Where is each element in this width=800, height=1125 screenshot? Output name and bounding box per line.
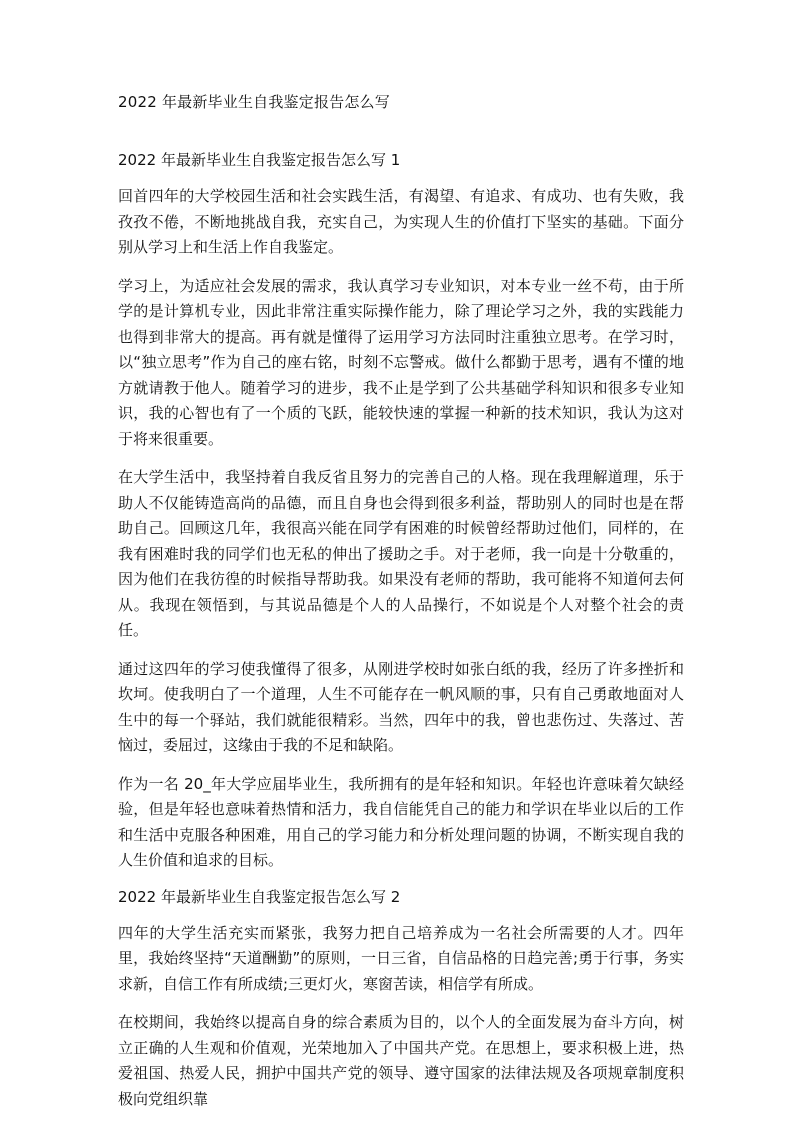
paragraph: 四年的大学生活充实而紧张，我努力把自己培养成为一名社会所需要的人才。四年里，我始终坚持“天道酬勤”的原则，一日三省，自信品格的日趋完善;勇于行事，务实求新，自信工作有所成绩;三更灯火，寒窗苦读，相信学有所成。	[118, 923, 684, 993]
section-2-heading: 2022 年最新毕业生自我鉴定报告怎么写 2	[118, 887, 401, 906]
document-title: 2022 年最新毕业生自我鉴定报告怎么写	[118, 93, 390, 111]
section-1	[118, 150, 684, 874]
section-2	[118, 887, 684, 1113]
paragraph: 作为一名 20_年大学应届毕业生，我所拥有的是年轻和知识。年轻也许意味着欠缺经验，但是年轻也意味着热情和活力，我自信能凭自己的能力和学识在毕业以后的工作和生活中克服各种困难，用自己的学习能力和分析处理问题的协调，不断实现自我的人生价值和追求的目标。	[118, 774, 684, 869]
paragraph: 在校期间，我始终以提高自身的综合素质为目的，以个人的全面发展为奋斗方向，树立正确的人生观和价值观，光荣地加入了中国共产党。在思想上，要求积极上进，热爱祖国、热爱人民，拥护中国共产党的领导、遵守国家的法律法规及各项规章制度积极向党组织靠	[118, 1013, 684, 1108]
paragraph: 回首四年的大学校园生活和社会实践生活，有渴望、有追求、有成功、也有失败，我孜孜不倦，不断地挑战自我，充实自己，为实现人生的价值打下坚实的基础。下面分别从学习上和生活上作自我鉴定。	[118, 187, 684, 256]
section-1-heading: 2022 年最新毕业生自我鉴定报告怎么写 1	[118, 151, 401, 169]
document-page	[118, 92, 684, 1125]
paragraph: 学习上，为适应社会发展的需求，我认真学习专业知识，对本专业一丝不苟，由于所学的是计算机专业，因此非常注重实际操作能力，除了理论学习之外，我的实践能力也得到非常大的提高。再有就是懂得了运用学习方法同时注重独立思考。在学习时，以“独立思考”作为自己的座右铭，时刻不忘警戒。做什么都勤于思考，遇有不懂的地方就请教于他人。随着学习的进步，我不止是学到了公共基础学科知识和很多专业知识，我的心智也有了一个质的飞跃，能较快速的掌握一种新的技术知识，我认为这对于将来很重要。	[118, 276, 684, 448]
paragraph: 通过这四年的学习使我懂得了很多，从刚进学校时如张白纸的我，经历了许多挫折和坎坷。使我明白了一个道理，人生不可能存在一帆风顺的事，只有自己勇敢地面对人生中的每一个驿站，我们就能很精彩。当然，四年中的我，曾也悲伤过、失落过、苦恼过，委屈过，这缘由于我的不足和缺陷。	[118, 659, 684, 754]
paragraph: 在大学生活中，我坚持着自我反省且努力的完善自己的人格。现在我理解道理，乐于助人不仅能铸造高尚的品德，而且自身也会得到很多利益，帮助别人的同时也是在帮助自己。回顾这几年，我很高兴能在同学有困难的时候曾经帮助过他们，同样的，在我有困难时我的同学们也无私的伸出了援助之手。对于老师，我一向是十分敬重的，因为他们在我彷徨的时候指导帮助我。如果没有老师的帮助，我可能将不知道何去何从。我现在领悟到，与其说品德是个人的人品操行，不如说是个人对整个社会的责任。	[118, 468, 684, 639]
